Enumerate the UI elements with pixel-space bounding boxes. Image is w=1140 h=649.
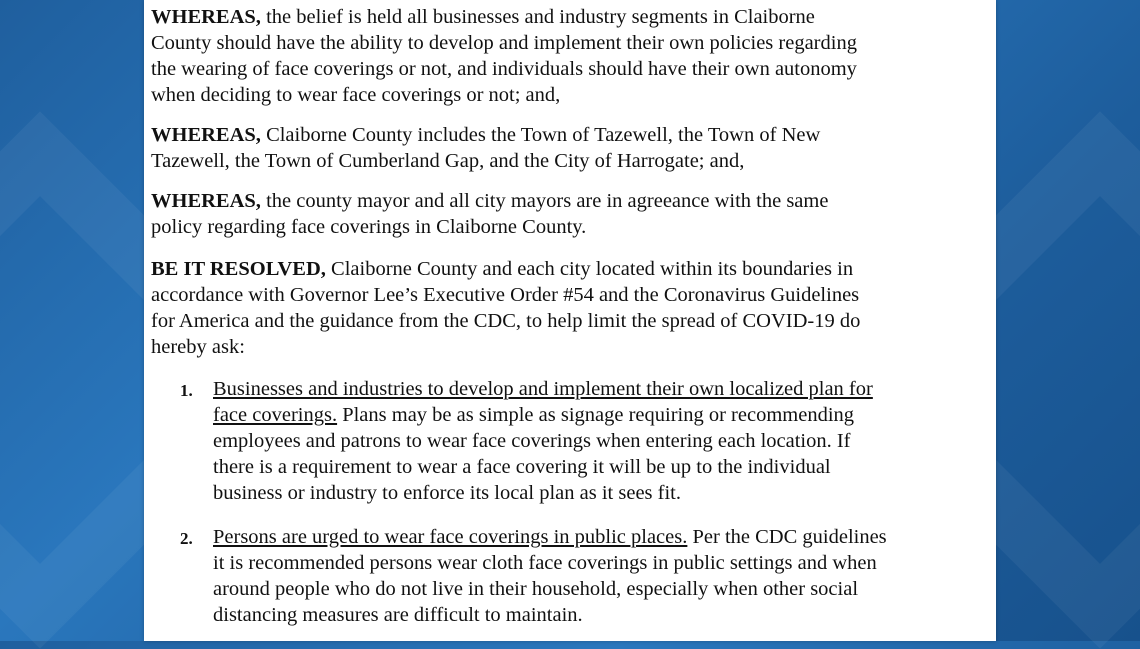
list-item-1 <box>213 376 996 506</box>
list-item-number: 1. <box>180 381 193 400</box>
paragraph-line: accordance with Governor Lee’s Executive Order #54 and the Coronavirus Guidelines <box>151 284 860 306</box>
item-line: Plans may be as simple as signage requiring or recommending <box>337 404 855 426</box>
paragraph-line: Tazewell, the Town of Cumberland Gap, and the City of Harrogate; and, <box>151 150 745 172</box>
item-underlined-line: face coverings. <box>213 404 338 426</box>
paragraph-line: the wearing of face coverings or not, and individuals should have their own autonomy <box>151 58 857 80</box>
paragraph-line: the belief is held all businesses and industry segments in Claiborne <box>260 6 815 28</box>
paragraph-line: the county mayor and all city mayors are in agreeance with the same <box>260 190 829 212</box>
paragraph-line: Claiborne County includes the Town of Tazewell, the Town of New <box>260 124 821 146</box>
paragraph-line: policy regarding face coverings in Claiborne County. <box>151 216 587 238</box>
item-line: Per the CDC guidelines <box>687 526 887 548</box>
item-underlined-line: Businesses and industries to develop and implement their own localized plan for <box>213 378 873 400</box>
paragraph-line: when deciding to wear face coverings or not; and, <box>151 84 561 106</box>
item-underlined-line: Persons are urged to wear face coverings in public places. <box>213 526 688 548</box>
list-item-number: 2. <box>180 529 193 548</box>
paragraph-line: hereby ask: <box>151 336 245 358</box>
paragraph-line: Claiborne County and each city located within its boundaries in <box>325 258 854 280</box>
paragraph-line: for America and the guidance from the CDC, to help limit the spread of COVID-19 do <box>151 310 861 332</box>
list-item-2 <box>213 524 996 628</box>
item-line: business or industry to enforce its local plan as it sees fit. <box>213 482 681 504</box>
whereas-paragraph-2 <box>151 122 981 174</box>
resolved-paragraph <box>151 256 981 360</box>
paragraph-keyword: WHEREAS, <box>151 124 261 146</box>
whereas-paragraph-3 <box>151 188 981 240</box>
item-line: around people who do not live in their household, especially when other social <box>213 578 859 600</box>
whereas-paragraph-1 <box>151 4 981 108</box>
paragraph-keyword: WHEREAS, <box>151 190 261 212</box>
item-line: distancing measures are difficult to maintain. <box>213 604 583 626</box>
paragraph-keyword: WHEREAS, <box>151 6 261 28</box>
item-line: there is a requirement to wear a face covering it will be up to the individual <box>213 456 831 478</box>
item-line: employees and patrons to wear face coverings when entering each location. If <box>213 430 851 452</box>
paragraph-keyword: BE IT RESOLVED, <box>151 258 326 280</box>
document-page <box>144 0 996 641</box>
paragraph-line: County should have the ability to develop and implement their own policies regarding <box>151 32 857 54</box>
item-line: it is recommended persons wear cloth face coverings in public settings and when <box>213 552 877 574</box>
